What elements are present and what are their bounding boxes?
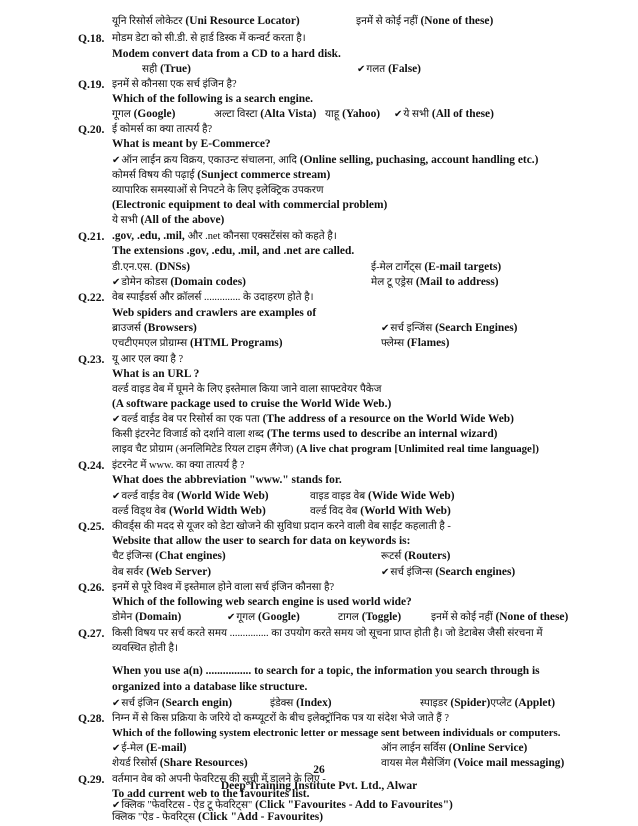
question-english: What is meant by E-Commerce?: [112, 138, 271, 150]
option-q23-a-english: (A software package used to cruise the World Wide Web.): [112, 398, 392, 410]
footer-institute: Deep Training Institute Pvt. Ltd., Alwar: [220, 780, 418, 792]
question-english-continued: organized into a database like structure.: [112, 681, 308, 693]
option-q24-d: वर्ल्ड विद वेब (World With Web): [310, 505, 451, 517]
question-english: Which of the following system electronic letter or message sent between individuals or computers.: [112, 727, 561, 739]
option-q22-c: एचटीएमएल प्रोग्राम्स (HTML Programs): [112, 337, 283, 349]
question-hindi: ई कोमर्स का क्या तात्पर्य है?: [112, 124, 213, 135]
question-number: Q.20.: [78, 123, 105, 136]
tick-icon: ✔: [112, 800, 121, 811]
option-q23-d: लाइव चैट प्रोग्राम (अनलिमिटेड रियल टाइम लैंगेज) (A live chat program [Unlimited real time language]): [112, 443, 539, 455]
question-number: Q.18.: [78, 32, 105, 45]
option-q19-c: याहू (Yahoo): [325, 108, 381, 120]
question-number: Q.23.: [78, 353, 105, 366]
question-number: Q.19.: [78, 78, 105, 91]
tick-icon: ✔: [112, 277, 121, 288]
question-hindi: वेब स्पाईडर्स और क्रॉलर्स .............. के उदाहरण होते है।: [112, 292, 314, 303]
question-english: Which of the following is a search engine.: [112, 93, 314, 105]
option-q29-b: क्लिक "ऐड - फेवरिट्स (Click "Add - Favourites): [112, 811, 324, 823]
option-q22-a: ब्राउजर्स (Browsers): [112, 322, 197, 334]
question-number: Q.24.: [78, 459, 105, 472]
option-q27-b: इंडेक्स (Index): [270, 697, 332, 709]
question-hindi: मोडम डेटा को सी.डी. से हार्ड डिस्क में कन्वर्ट करता है।: [112, 33, 306, 44]
question-english: Web spiders and crawlers are examples of: [112, 307, 317, 319]
option-q26-c: टागल (Toggle): [338, 611, 402, 623]
option-q27-c: स्पाइडर (Spider)एप्लेट (Applet): [420, 697, 556, 709]
option-q23-a-hindi: वर्ल्ड वाइड वेब में घूमने के लिए इस्तेमाल किया जाने वाला साफ्टवेयर पैकेज: [112, 384, 382, 395]
question-english: When you use a(n) ................ to search for a topic, the information you search through is: [112, 665, 540, 677]
question-number: Q.25.: [78, 520, 105, 533]
option-q24-b: वाइड वाइड वेब (Wide Wide Web): [310, 490, 455, 502]
footer-page-number: 26: [313, 764, 325, 776]
question-english: Modem convert data from a CD to a hard disk.: [112, 48, 341, 60]
question-number: Q.26.: [78, 581, 105, 594]
option-q20-c-english: (Electronic equipment to deal with commercial problem): [112, 199, 388, 211]
question-english: The extensions .gov, .edu, .mil, and .net are called.: [112, 245, 355, 257]
option-q28-c: शेयर्ड रिसोर्स (Share Resources): [112, 757, 248, 769]
option-q20-c-hindi: व्यापारिक समस्याओं से निपटने के लिए इलेक्ट्रिक उपकरण: [112, 185, 324, 196]
question-hindi: .gov, .edu, .mil, और .net कौनसा एक्सटेंसंस को कहते है।: [112, 230, 337, 242]
question-number: Q.21.: [78, 230, 105, 243]
option-q28-b: ऑन लाईन सर्विस (Online Service): [381, 742, 528, 754]
option-q28-d: वायस मेल मैसेजिंग (Voice mail messaging): [381, 757, 565, 769]
question-hindi: इंटरनेट में www. का क्या तात्पर्य है ?: [112, 460, 245, 471]
option-q25-c: वेब सर्वर (Web Server): [112, 566, 212, 578]
question-english: Which of the following web search engine is used world wide?: [112, 596, 412, 608]
tick-icon: ✔: [381, 323, 390, 334]
question-english: What is an URL ?: [112, 368, 200, 380]
option-q29-a: ✔क्लिक "फेवरिटस - ऐड टू फेवरिट्स" (Click "Favourites - Add to Favourites"): [112, 799, 453, 811]
question-number: Q.29.: [78, 773, 105, 786]
tick-icon: ✔: [112, 698, 121, 709]
option-q22-d: फ्लेम्स (Flames): [381, 337, 450, 349]
tick-icon: ✔: [112, 491, 121, 502]
option-q19-d: ✔ये सभी (All of these): [394, 108, 494, 120]
tick-icon: ✔: [227, 612, 236, 623]
question-number: Q.27.: [78, 627, 105, 640]
option-q25-d: ✔सर्च इंजिन्स (Search engines): [381, 566, 516, 578]
option-q26-b: ✔गूगल (Google): [227, 611, 300, 623]
option-q18-a: सही (True): [142, 63, 191, 75]
question-hindi: कीवर्ड्स की मदद से यूजर को डेटा खोजने की सुविधा प्रदान करने वाली वेब साईट कहलाती है -: [112, 521, 451, 532]
option-q20-b: कोमर्स विषय की पढ़ाई (Sunject commerce stream): [112, 169, 331, 181]
option-q21-a: डी.एन.एस. (DNSs): [112, 261, 190, 273]
option-q24-c: वर्ल्ड विड्थ वेब (World Width Web): [112, 505, 266, 517]
option-q20-a: ✔ऑन लाईन क्रय विक्रय, एकाउन्ट संचालना, आदि (Online selling, puchasing, account handling etc.): [112, 154, 539, 166]
tick-icon: ✔: [112, 743, 121, 754]
tick-icon: ✔: [394, 109, 403, 120]
option-q17-a: यूनि रिसोर्स लोकेटर (Uni Resource Locator): [112, 15, 300, 27]
option-q25-b: रूटर्स (Routers): [381, 550, 451, 562]
option-q21-c: ✔डोमेन कोडस (Domain codes): [112, 276, 246, 288]
question-hindi: किसी विषय पर सर्च करते समय ............... का उपयोग करते समय जो सूचना प्राप्त होती है। जो डेटाबेस जैसी संरचना में: [112, 628, 543, 639]
question-english: Website that allow the user to search for data on keywords is:: [112, 535, 411, 547]
tick-icon: ✔: [357, 64, 366, 75]
option-q27-a: ✔सर्च इंजिन (Search engin): [112, 697, 233, 709]
question-hindi: वर्तमान वेब को अपनी फेवरिटस की सूची में डालने के लिए -: [112, 774, 326, 785]
option-q17-b: इनमें से कोई नहीं (None of these): [356, 15, 494, 27]
tick-icon: ✔: [112, 155, 121, 166]
question-hindi: यू आर एल क्या है ?: [112, 354, 184, 365]
option-q21-d: मेल टू एड्रेस (Mail to address): [371, 276, 499, 288]
question-english: What does the abbreviation "www." stands for.: [112, 474, 342, 486]
option-q21-b: ई-मेल टार्गेट्स (E-mail targets): [371, 261, 502, 273]
option-q18-b: ✔गलत (False): [357, 63, 421, 75]
question-hindi: इनमें से कौनसा एक सर्च इंजिन है?: [112, 79, 237, 90]
question-number: Q.22.: [78, 291, 105, 304]
question-english: To add current web to the favourites list.: [112, 788, 310, 800]
question-hindi: निम्न में से किस प्रक्रिया के जरिये दो कम्प्यूटरों के बीच इलेक्ट्रॉनिक पत्र या संदेश भेजे जाते हैं ?: [112, 713, 450, 724]
question-hindi-continued: व्यवस्थित होती है।: [112, 643, 178, 654]
question-hindi: इनमें से पूरे विश्व में इस्तेमाल होने वाला सर्च इंजिन कौनसा है?: [112, 582, 335, 593]
tick-icon: ✔: [112, 414, 121, 425]
option-q22-b: ✔सर्च इन्जिंस (Search Engines): [381, 322, 518, 334]
option-q20-d: ये सभी (All of the above): [112, 214, 225, 226]
option-q19-a: गूगल (Google): [112, 108, 176, 120]
option-q25-a: चैट इंजिन्स (Chat engines): [112, 550, 226, 562]
option-q23-b: ✔वर्ल्ड वाईड वेब पर रिसोर्स का एक पता (The address of a resource on the World Wide Web): [112, 413, 514, 425]
question-number: Q.28.: [78, 712, 105, 725]
option-q28-a: ✔ई-मेल (E-mail): [112, 742, 187, 754]
tick-icon: ✔: [381, 567, 390, 578]
option-q19-b: अल्टा विस्टा (Alta Vista): [214, 108, 317, 120]
option-q26-a: डोमेन (Domain): [112, 611, 182, 623]
option-q24-a: ✔वर्ल्ड वाईड वेब (World Wide Web): [112, 490, 269, 502]
option-q23-c: किसी इंटरनेट विजार्ड को दर्शाने वाला शब्द (The terms used to describe an internal wizard): [112, 428, 498, 440]
option-q26-d: इनमें से कोई नहीं (None of these): [431, 611, 569, 623]
